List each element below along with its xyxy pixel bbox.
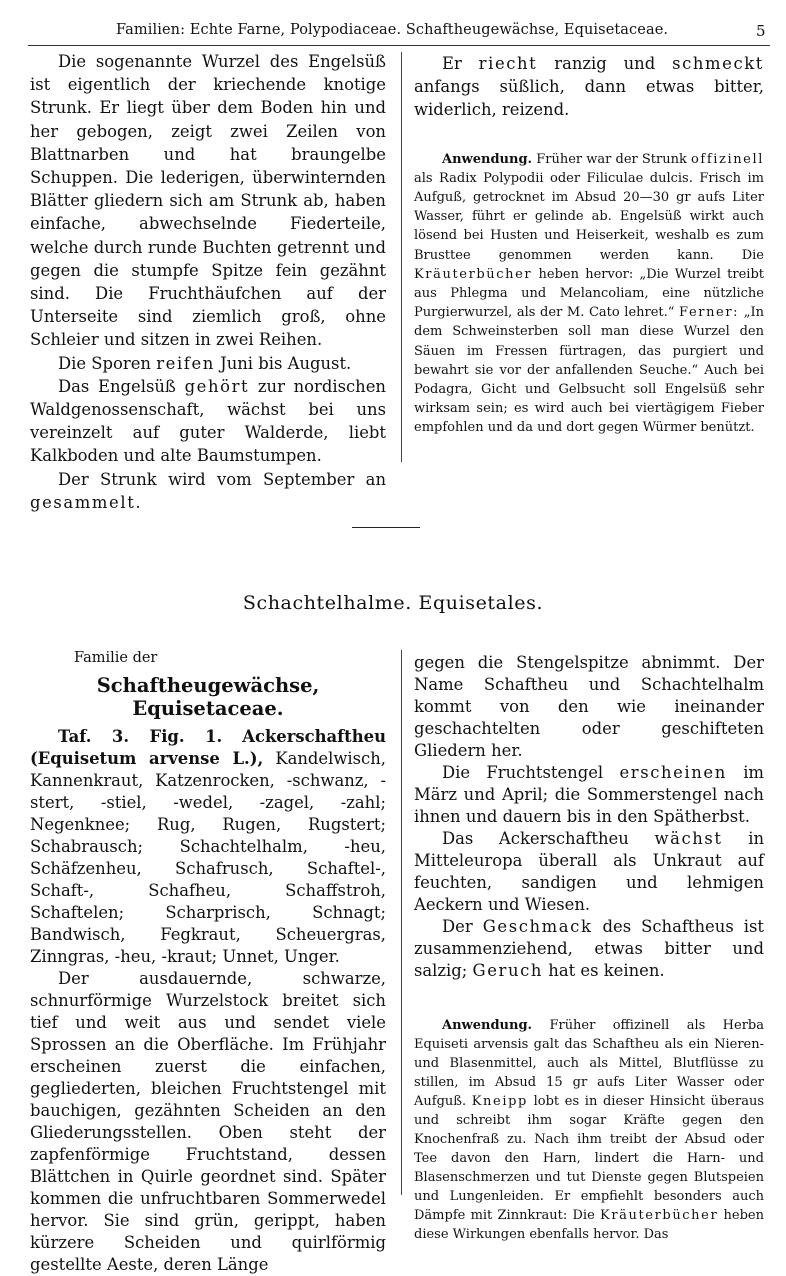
paragraph [30, 468, 386, 514]
paragraph [30, 352, 386, 375]
paragraph: gegen die Stengelspitze abnimmt. Der Name Schaftheu und Schachtelhalm kommt von den wie ineinander geschachtelten oder geschifteten Gliedern her. [414, 653, 764, 760]
text: Das Engelsüß [58, 376, 176, 396]
usage-paragraph [414, 150, 764, 438]
text: anfangs süßlich, dann etwas bitter, widerlich, reizend. [414, 77, 764, 120]
spaced-word: erscheinen [619, 763, 727, 782]
text: Der [442, 917, 473, 936]
spaced-word: wächst [654, 829, 723, 848]
spaced-word: Geruch [472, 961, 544, 980]
column-rule [401, 650, 402, 1195]
text: Früher war der Strunk [536, 151, 687, 167]
top-right-column [414, 52, 764, 438]
usage-paragraph [414, 1016, 764, 1244]
header-rule [28, 45, 770, 46]
text: Früher offizinell als Herba Equiseti arvensis galt das Schaftheu als ein Nieren- und Blasenmittel, auch als Mittel, Blutflüsse zu stillen, im Absud 15 gr aufs Liter Wasser oder Aufguß. [414, 1018, 764, 1109]
spaced-word: Kräuterbücher [600, 1208, 719, 1223]
text: Er [442, 54, 462, 73]
text: Juni bis August. [220, 353, 352, 373]
page-number: 5 [756, 22, 766, 40]
text: lobt es in dieser Hinsicht überaus und schreibt ihm sogar Kräfte gegen den Knochenfraß zu. Nach ihm treibt der Absud oder Tee davon den Harn, lindert die Harn- und Blasenschmerzen und tut Dienste gegen Blutspeien und Lungenleiden. Er empfiehlt besonders auch Dämpfe mit Zinnkraut: Die [414, 1094, 764, 1223]
usage-label: Anwendung. [442, 1018, 533, 1033]
text: Kandelwisch, Kannenkraut, Katzenrocken, -schwanz, -stert, -stiel, -wedel, -zagel, -zahl; Negenknee; Rug, Rugen, Rugstert; Schabrausch; Schachtelhalm, -heu, Schäfzenheu, Schafrusch, Schaftel-, Schaft-, Schafheu, Schaffstroh, Schaftelen; Scharprisch, Schnagt; Bandwisch, Fegkraut, Scheuergras, Zinngras, -heu, -kraut; Unnet, Unger. [30, 749, 386, 966]
section-title: Schachtelhalme. Equisetales. [242, 592, 544, 614]
text: Das Ackerschaftheu [442, 829, 629, 848]
spaced-word: riecht [478, 54, 538, 73]
paragraph [414, 916, 764, 982]
section-divider [352, 527, 420, 528]
usage-label: Anwendung. [442, 151, 533, 167]
spaced-word: gesammelt. [30, 492, 143, 512]
text: Die Fruchtstengel [442, 763, 604, 782]
spaced-word: Ferner: [679, 305, 740, 321]
spaced-word: Kräuterbücher [414, 266, 533, 282]
text: zur nordischen Waldgenossenschaft, wächst bei uns vereinzelt auf guter Walderde, liebt Kalkboden und alte Baumstumpen. [30, 376, 386, 466]
text: ranzig und [554, 54, 656, 73]
text: Die Sporen [58, 353, 151, 373]
figure-reference: Taf. 3. Fig. 1. [58, 727, 223, 746]
spaced-word: gehört [184, 376, 250, 396]
bottom-right-column [414, 652, 764, 1244]
family-label: Familie der [74, 650, 158, 666]
text: im März und April; die Sommerstengel nach ihnen und dauern bis in den Spätherbst. [414, 763, 764, 826]
text: heben hervor: „Die Wurzel treibt aus Phlegma und Melancoliam, eine nützliche Purgierwurzel, als der M. Cato lehret.“ [414, 266, 764, 321]
top-left-column [30, 50, 386, 514]
paragraph [414, 828, 764, 916]
species-paragraph [30, 726, 386, 968]
column-rule [401, 52, 402, 462]
spaced-word: reifen [156, 353, 215, 373]
text: hat es keinen. [548, 961, 665, 980]
text: heben diese Wirkungen ebenfalls hervor. Das [414, 1208, 764, 1242]
bottom-left-column [30, 650, 386, 1276]
text: in Mitteleuropa überall als Unkraut auf feuchten, sandigen und lehmigen Aeckern und Wiesen. [414, 829, 765, 914]
family-title: Schaftheugewächse, Equisetaceae. [96, 674, 320, 720]
running-header: Familien: Echte Farne, Polypodiaceae. Schaftheugewächse, Equisetaceae. [116, 22, 669, 38]
spaced-word: schmeckt [672, 54, 764, 73]
species-name: Ackerschaftheu (Equisetum arvense L.), [30, 727, 386, 768]
paragraph [414, 762, 764, 828]
paragraph: Die sogenannte Wurzel des Engelsüß ist eigentlich der kriechende knotige Strunk. Er liegt über dem Boden hin und her gebogen, zeigt zwei Zeilen von Blattnarben und hat braungelbe Schuppen. Die lederigen, überwinternden Blätter gliedern sich am Strunk ab, haben einfache, abwechselnde Fiederteile, welche durch runde Buchten getrennt und gegen die stumpfe Spitze fein gezähnt sind. Die Fruchthäufchen auf der Unterseite sind ziemlich groß, ohne Schleier und sitzen in zwei Reihen. [30, 52, 386, 350]
text: als Radix Polypodii oder Filiculae dulcis. Frisch im Aufguß, getrocknet im Absud 20—30 gr aufs Liter Wasser, führt er gelinde ab. Engelsüß wirkt auch lösend bei Husten und Heiserkeit, weshalb es zum Brusttee genommen werden kann. Die [414, 170, 764, 263]
spaced-word: Kneipp [471, 1094, 528, 1109]
paragraph [414, 52, 764, 122]
paragraph: Der ausdauernde, schwarze, schnurförmige Wurzelstock breitet sich tief und weit aus und sendet viele Sprossen an die Oberfläche. Im Frühjahr erscheinen zuerst die einfachen, gegliederten, bleichen Fruchtstengel mit bauchigen, gezähnten Scheiden an den Gliederungsstellen. Oben steht der zapfenförmige Fruchtstand, dessen Blättchen in Quirle geordnet sind. Später kommen die unfruchtbaren Sommerwedel hervor. Sie sind grün, gerippt, haben kürzere Scheiden und quirlförmig gestellte Aeste, deren Länge [30, 969, 386, 1274]
spaced-word: offizinell [691, 151, 764, 167]
text: Der Strunk wird vom September an [58, 469, 386, 489]
text: des Schaftheus ist zusammenziehend, etwas bitter und salzig; [414, 917, 764, 980]
paragraph [30, 375, 386, 468]
text: „In dem Schweinsterben soll man diese Wurzel den Säuen im Fressen fürtragen, das purgiert und bewahrt sie vor der anfallenden Seuche.“ Auch bei Podagra, Gicht und Gelbsucht soll Engelsüß sehr wirksam sein; es wird auch bei viertägigem Fieber empfohlen und da und dort gegen Würmer benützt. [414, 305, 764, 436]
spaced-word: Geschmack [482, 917, 593, 936]
